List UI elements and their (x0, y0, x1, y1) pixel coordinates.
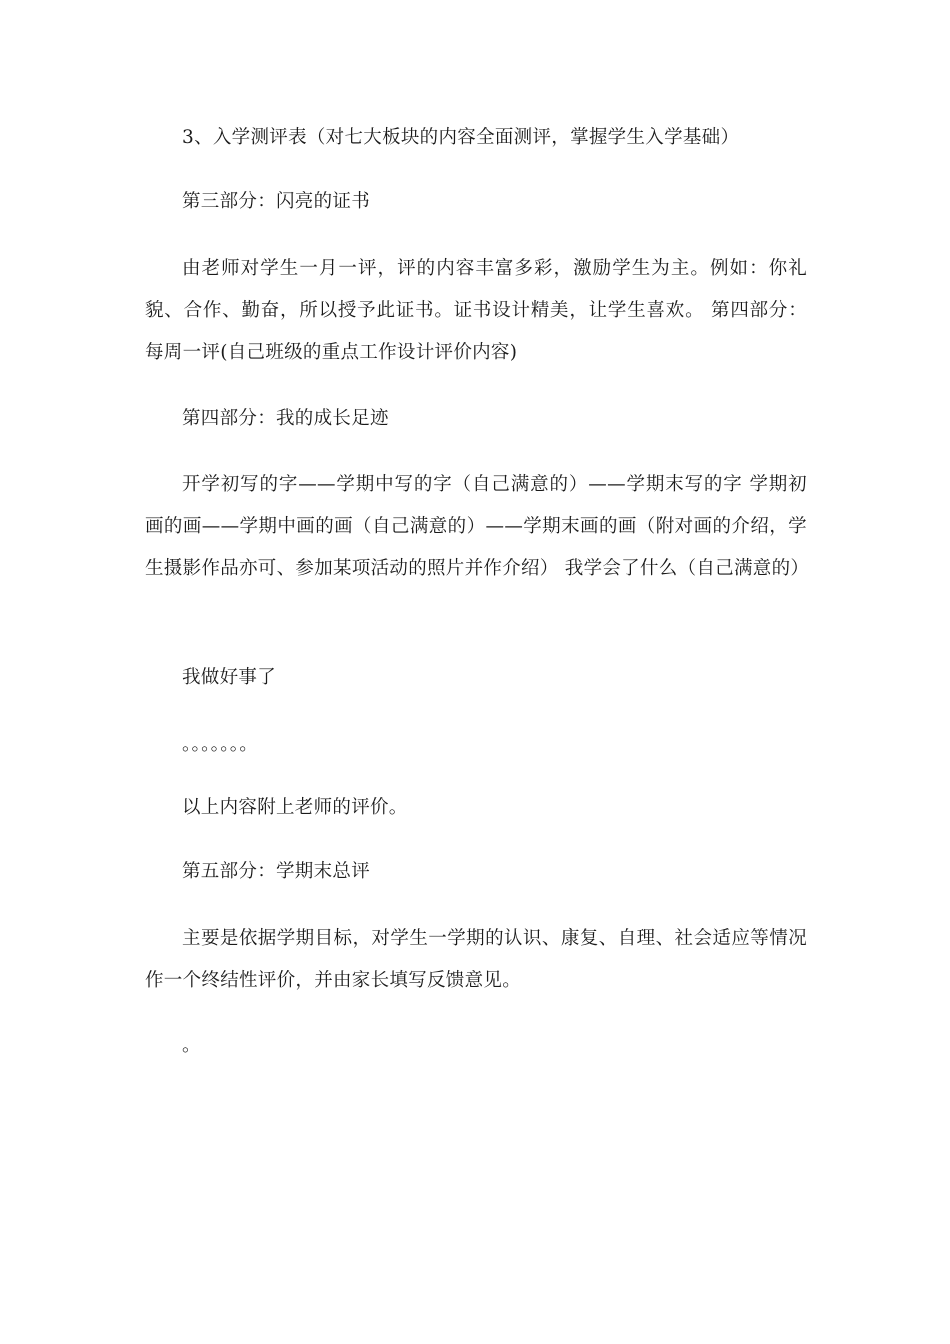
heading-part-three: 第三部分：闪亮的证书 (182, 191, 371, 212)
paragraph-teacher-evaluation: 以上内容附上老师的评价。 (182, 797, 408, 818)
paragraph-assessment-form: 3、入学测评表（对七大板块的内容全面测评，掌握学生入学基础） (182, 127, 740, 148)
heading-part-four: 第四部分：我的成长足迹 (182, 408, 389, 429)
paragraph-ellipsis: 。。。。。。。 (182, 734, 259, 755)
paragraph-end-mark: 。 (182, 1035, 201, 1056)
paragraph-growth-footprints: 开学初写的字——学期中写的字（自己满意的）——学期末写的字 学期初画的画——学期中画的画（自己满意的）——学期末画的画（附对画的介绍，学生摄影作品亦可、参加某项活动的照片并作介绍） 我学会了什么（自己满意的） (145, 474, 810, 579)
heading-part-five: 第五部分：学期末总评 (182, 861, 371, 882)
paragraph-certificate: 由老师对学生一月一评，评的内容丰富多彩，激励学生为主。例如：你礼貌、合作、勤奋，所以授予此证书。证书设计精美，让学生喜欢。 第四部分：每周一评(自己班级的重点工作设计评价内容) (145, 258, 807, 363)
paragraph-good-deeds: 我做好事了 (182, 667, 277, 688)
paragraph-final-evaluation: 主要是依据学期目标，对学生一学期的认识、康复、自理、社会适应等情况作一个终结性评价，并由家长填写反馈意见。 (145, 928, 807, 991)
